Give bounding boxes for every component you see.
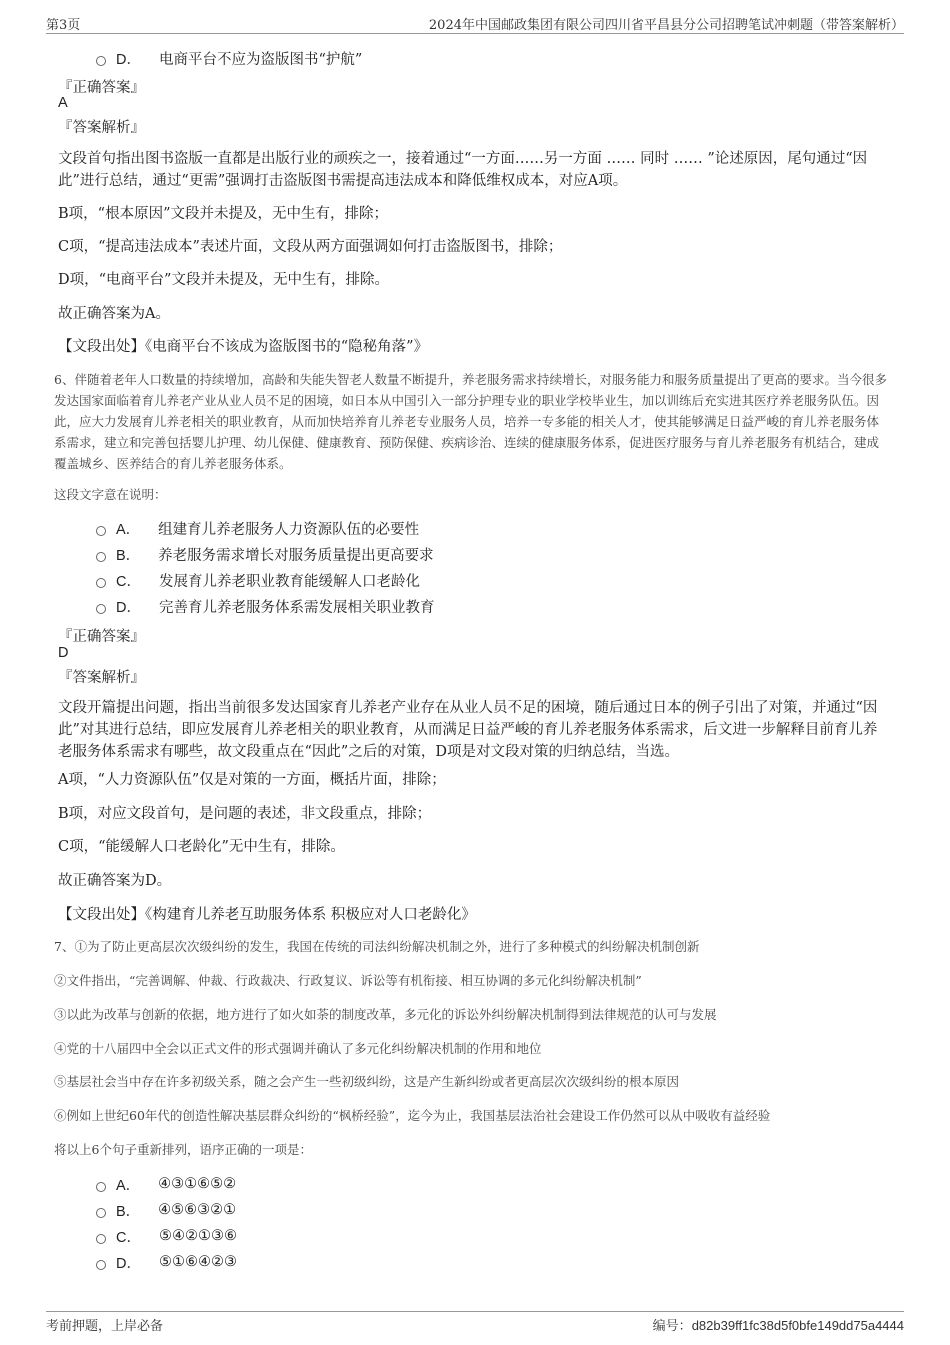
q5-answer-label: 『正确答案』 (58, 80, 145, 96)
q6-answer: D (58, 645, 69, 661)
q5-analysis-c: C项，“提高违法成本”表述片面，文段从两方面强调如何打击盗版图书，排除； (58, 239, 563, 255)
q6-option-a[interactable]: A． 组建育儿养老服务人力资源队伍的必要性 (96, 518, 419, 538)
q5-analysis-label: 『答案解析』 (58, 120, 145, 136)
q6-analysis-b: B项，对应文段首句，是问题的表述，非文段重点，排除； (58, 806, 432, 822)
page-number: 第3页 (46, 18, 81, 33)
q7-sentence-6: ⑥例如上世纪60年代的创造性解决基层群众纠纷的“枫桥经验”，迄今为止，我国基层法治社会建设工作仍然可以从中吸收有益经验 (54, 1108, 771, 1123)
q7-sentence-2: ②文件指出，“完善调解、仲裁、行政裁决、行政复议、诉讼等有机衔接、相互协调的多元化纠纷解决机制” (54, 973, 642, 988)
page-footer (46, 1311, 904, 1333)
q7-option-d[interactable]: D． ⑤①⑥④②③ (96, 1252, 237, 1272)
radio-icon[interactable] (96, 56, 106, 66)
q6-analysis-a: A项，“人力资源队伍”仅是对策的一方面，概括片面，排除； (58, 772, 446, 788)
q7-sentence-3: ③以此为改革与创新的依据，地方进行了如火如荼的制度改革，多元化的诉讼外纠纷解决机制得到法律规范的认可与发展 (54, 1007, 717, 1022)
q7-prompt: 将以上6个句子重新排列，语序正确的一项是： (54, 1142, 312, 1157)
q6-answer-label: 『正确答案』 (58, 629, 145, 645)
radio-icon[interactable] (96, 526, 106, 536)
q6-source: 【文段出处】《构建育儿养老互助服务体系 积极应对人口老龄化》 (58, 907, 476, 923)
radio-icon[interactable] (96, 1234, 106, 1244)
q5-answer: A (58, 95, 68, 111)
radio-icon[interactable] (96, 1208, 106, 1218)
footer-slogan: 考前押题，上岸必备 (46, 1319, 164, 1334)
q6-option-d[interactable]: D． 完善育儿养老服务体系需发展相关职业教育 (96, 596, 434, 616)
document-code: 编号：d82b39ff1fc38d5f0bfe149dd75a4444 (652, 1318, 904, 1334)
q6-option-b[interactable]: B． 养老服务需求增长对服务质量提出更高要求 (96, 544, 434, 564)
q7-sentence-5: ⑤基层社会当中存在许多初级关系，随之会产生一些初级纠纷，这是产生新纠纷或者更高层次次级纠纷的根本原因 (54, 1074, 680, 1089)
q6-analysis-c: C项，“能缓解人口老龄化”无中生有，排除。 (58, 839, 345, 855)
q5-analysis-b: B项，“根本原因”文段并未提及，无中生有，排除； (58, 206, 388, 222)
q7-sentence-4: ④党的十八届四中全会以正式文件的形式强调并确认了多元化纠纷解决机制的作用和地位 (54, 1041, 542, 1056)
q5-analysis-d: D项，“电商平台”文段并未提及，无中生有，排除。 (58, 272, 389, 288)
q5-option-d[interactable]: D． 电商平台不应为盗版图书“护航” (96, 48, 362, 68)
radio-icon[interactable] (96, 604, 106, 614)
q6-option-c[interactable]: C． 发展育儿养老职业教育能缓解人口老龄化 (96, 570, 420, 590)
q6-analysis-label: 『答案解析』 (58, 670, 145, 686)
q7-option-a[interactable]: A． ④③①⑥⑤② (96, 1174, 236, 1194)
document-title: 2024年中国邮政集团有限公司四川省平昌县分公司招聘笔试冲刺题（带答案解析） (428, 18, 904, 33)
q6-analysis: 文段开篇提出问题，指出当前很多发达国家育儿养老产业存在从业人员不足的困境，随后通过日本的例子引出了对策，并通过“因此”对其进行总结，即应发展育儿养老相关的职业教育，从而满足日益严峻的育儿养老服务体系需求，后文进一步解释目前育儿养老服务体系需求有哪些，故文段重点在“因此”之后的对策，D项是对文段对策的归纳总结，当选。 (58, 700, 878, 760)
radio-icon[interactable] (96, 1182, 106, 1192)
radio-icon[interactable] (96, 1260, 106, 1270)
q7-option-b[interactable]: B． ④⑤⑥③②① (96, 1200, 236, 1220)
radio-icon[interactable] (96, 578, 106, 588)
q5-conclusion: 故正确答案为A。 (58, 306, 170, 322)
q6-prompt: 这段文字意在说明： (54, 487, 167, 502)
q7-sentence-1: 7、①为了防止更高层次次级纠纷的发生，我国在传统的司法纠纷解决机制之外，进行了多种模式的纠纷解决机制创新 (54, 939, 700, 954)
q6-conclusion: 故正确答案为D。 (58, 873, 172, 889)
q7-option-c[interactable]: C． ⑤④②①③⑥ (96, 1226, 237, 1246)
page-header (46, 14, 904, 34)
q6-stem: 6、伴随着老年人口数量的持续增加，高龄和失能失智老人数量不断提升，养老服务需求持续增长，对服务能力和服务质量提出了更高的要求。当今很多发达国家面临着育儿养老产业从业人员不足的困境，如日本从中国引入一部分护理专业的职业学校毕业生，加以训练后充实进其医疗养老服务队伍。因此，应大力发展育儿养老相关的职业教育，从而加快培养育儿养老专业服务人员，培养一专多能的相关人才，使其能够满足日益严峻的育儿养老服务体系需求，建立和完善包括婴儿护理、幼儿保健、健康教育、预防保健、疾病诊治、连续的健康服务体系，促进医疗服务与育儿养老服务有机结合，建成覆盖城乡、医养结合的育儿养老服务体系。 (54, 372, 887, 471)
q5-analysis: 文段首句指出图书盗版一直都是出版行业的顽疾之一，接着通过“一方面……另一方面 …… 同时 …… ”论述原因，尾句通过“因此”进行总结，通过“更需”强调打击盗版图书需提高违法成本和降低维权成本，对应A项。 (58, 151, 868, 189)
radio-icon[interactable] (96, 552, 106, 562)
q5-source: 【文段出处】《电商平台不该成为盗版图书的“隐秘角落”》 (58, 339, 429, 355)
